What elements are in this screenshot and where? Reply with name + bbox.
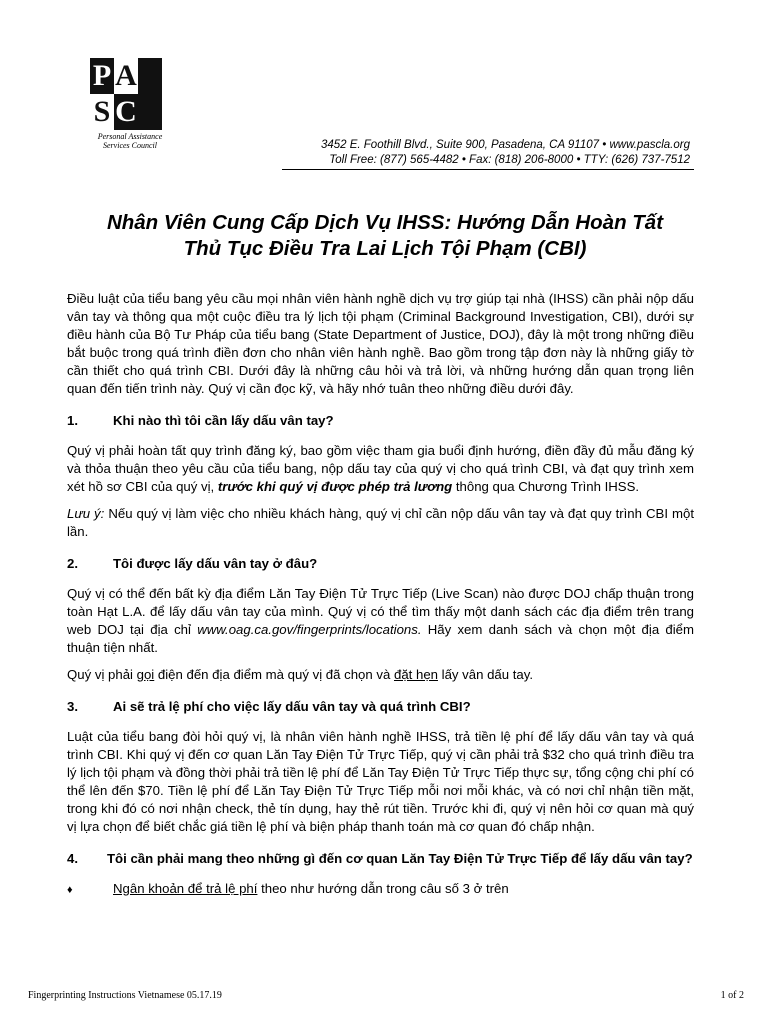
appointment-book: đặt hẹn	[393, 667, 438, 682]
address-line: 3452 E. Foothill Blvd., Suite 900, Pasadena, CA 91107 • www.pascla.org	[320, 139, 690, 151]
question-1-text: Khi nào thì tôi cần lấy dấu vân tay?	[113, 413, 334, 428]
footer-page-number: 1 of 2	[720, 990, 744, 1001]
question-3	[67, 698, 694, 716]
question-3-number: 3.	[67, 699, 78, 714]
answer-2-pre: Quý vị có thể đến bất kỳ địa điểm Lăn Tay Điện Tử Trực Tiếp (Live Scan) nào được DOJ chấp thuận trong toàn Hạt L.A. để lấy dấu vân tay của mình. Quý vị có thể tìm thấy một danh sách các địa điểm trên trang web DOJ tại địa chỉ	[67, 586, 694, 637]
document-body	[67, 290, 694, 908]
appointment-text-b: điện đến địa điểm mà quý vị đã chọn và	[154, 667, 394, 682]
bullet-1-rest: theo như hướng dẫn trong câu số 3 ở trên	[257, 881, 509, 896]
answer-1-post: thông qua Chương Trình IHSS.	[452, 479, 640, 494]
logo-caption-line1: Personal Assistance	[97, 132, 163, 141]
logo-letters	[90, 58, 162, 130]
footer-doc-id: Fingerprinting Instructions Vietnamese 05.17.19	[28, 990, 222, 1001]
intro-paragraph: Điều luật của tiểu bang yêu cầu mọi nhân viên hành nghề dịch vụ trợ giúp tại nhà (IHSS) cần phải nộp dấu vân tay và thông qua một cuộc điều tra lý lịch tội phạm (Criminal Background Investigation, CBI), dưới sự điều hành của Bộ Tư Pháp của tiểu bang (State Department of Justice, DOJ), đây là một trong những điều bắt buộc trong quá trình điền đơn cho nhân viên hành nghề. Bao gồm trong tập đơn này là những giấy tờ cần thiết cho quá trình CBI. Dưới đây là những câu hỏi và trả lời, và những hướng dẫn quan trọng liên quan đến tiến trình này. Quý vị cần đọc kỹ, và hãy nhớ tuân theo những điều dưới đây.	[67, 291, 694, 396]
question-1-number: 1.	[67, 413, 78, 428]
question-2-text: Tôi được lấy dấu vân tay ở đâu?	[113, 556, 318, 571]
logo-block-2	[138, 94, 162, 130]
logo-letter-c: C	[115, 95, 137, 128]
header-divider	[282, 169, 694, 170]
answer-1-emphasis: trước khi quý vị được phép trả lương	[217, 479, 453, 494]
bullet-1-underlined: Ngân khoản để trả lệ phí	[113, 881, 258, 896]
answer-2	[67, 585, 694, 657]
title-line2: Thủ Tục Điều Tra Lai Lịch Tội Phạm (CBI)	[183, 237, 587, 260]
question-4-number: 4.	[67, 851, 78, 866]
phone-line: Toll Free: (877) 565-4482 • Fax: (818) 206-8000 • TTY: (626) 737-7512	[329, 154, 690, 166]
logo-letter-p: P	[90, 58, 114, 94]
page-title	[40, 210, 730, 262]
note-label: Lưu ý:	[67, 506, 105, 521]
question-4	[67, 850, 694, 868]
appointment-text-a: Quý vị phải	[67, 667, 137, 682]
answer-1-pre: Quý vị phải hoàn tất quy trình đăng ký, bao gồm việc tham gia buổi định hướng, điền đầy đủ mẫu đăng ký và thỏa thuận theo yêu cầu của tiểu bang, nộp dấu tay của quý vị cho quá trình CBI, và đạt quy trình xem xét hồ sơ CBI của quý vị,	[67, 443, 694, 494]
logo-letter-a: A	[115, 59, 137, 92]
logo-block	[138, 58, 162, 94]
question-2	[67, 555, 694, 573]
pasc-logo	[90, 58, 170, 150]
answer-1	[67, 442, 694, 496]
title-line1: Nhân Viên Cung Cấp Dịch Vụ IHSS: Hướng Dẫn Hoàn Tất	[106, 211, 664, 234]
logo-caption	[90, 132, 170, 150]
logo-letter-s: S	[90, 94, 114, 130]
appointment-text-c: lấy vân dấu tay.	[437, 667, 534, 682]
question-4-text: Tôi cần phải mang theo những gì đến cơ quan Lăn Tay Điện Tử Trực Tiếp để lấy dấu vân tay?	[107, 851, 693, 866]
answer-2-post: Hãy xem danh sách và chọn một địa điểm thuận tiện nhất.	[67, 622, 694, 655]
note-1	[67, 505, 694, 541]
bullet-item-1	[67, 880, 694, 899]
note-text: Nếu quý vị làm việc cho nhiều khách hàng, quý vị chỉ cần nộp dấu vân tay và đạt quy trình CBI một lần.	[67, 506, 694, 539]
logo-caption-line2: Services Council	[103, 141, 157, 150]
appointment-call: gọi	[136, 667, 155, 682]
question-2-number: 2.	[67, 556, 78, 571]
question-3-text: Ai sẽ trả lệ phí cho việc lấy dấu vân tay và quá trình CBI?	[113, 699, 471, 714]
doj-locations-link[interactable]: www.oag.ca.gov/fingerprints/locations.	[197, 622, 422, 637]
question-1	[67, 412, 694, 430]
diamond-bullet-icon: ♦	[67, 884, 73, 896]
answer-3: Luật của tiểu bang đòi hỏi quý vị, là nhân viên hành nghề IHSS, trả tiền lệ phí để lấy dấu vân tay và quá trình CBI. Khi quý vị đến cơ quan Lăn Tay Điện Tử Trực Tiếp, quý vị cần phải trả $32 cho quá trình điều tra lý lịch tội phạm và đồng thời phải trả tiền lệ phí để Lăn Tay Điện Tử Trực Tiếp thực sự, tổng cộng chi phí có thể lên đến $70. Tiền lệ phí để Lăn Tay Điện Tử Trực Tiếp mỗi nơi mỗi khác, và có nơi chỉ nhận tiền mặt, trong khi đó có nơi nhận check, thẻ tín dụng, hay thẻ rút tiền. Trước khi đi, quý vị nên hỏi cơ quan mà quý vị lựa chọn để biết chắc giá tiền lệ phí và biện pháp thanh toán mà cơ quan đó chấp nhận.	[67, 729, 694, 834]
answer-2-appointment	[67, 666, 694, 684]
contact-info	[321, 138, 690, 168]
